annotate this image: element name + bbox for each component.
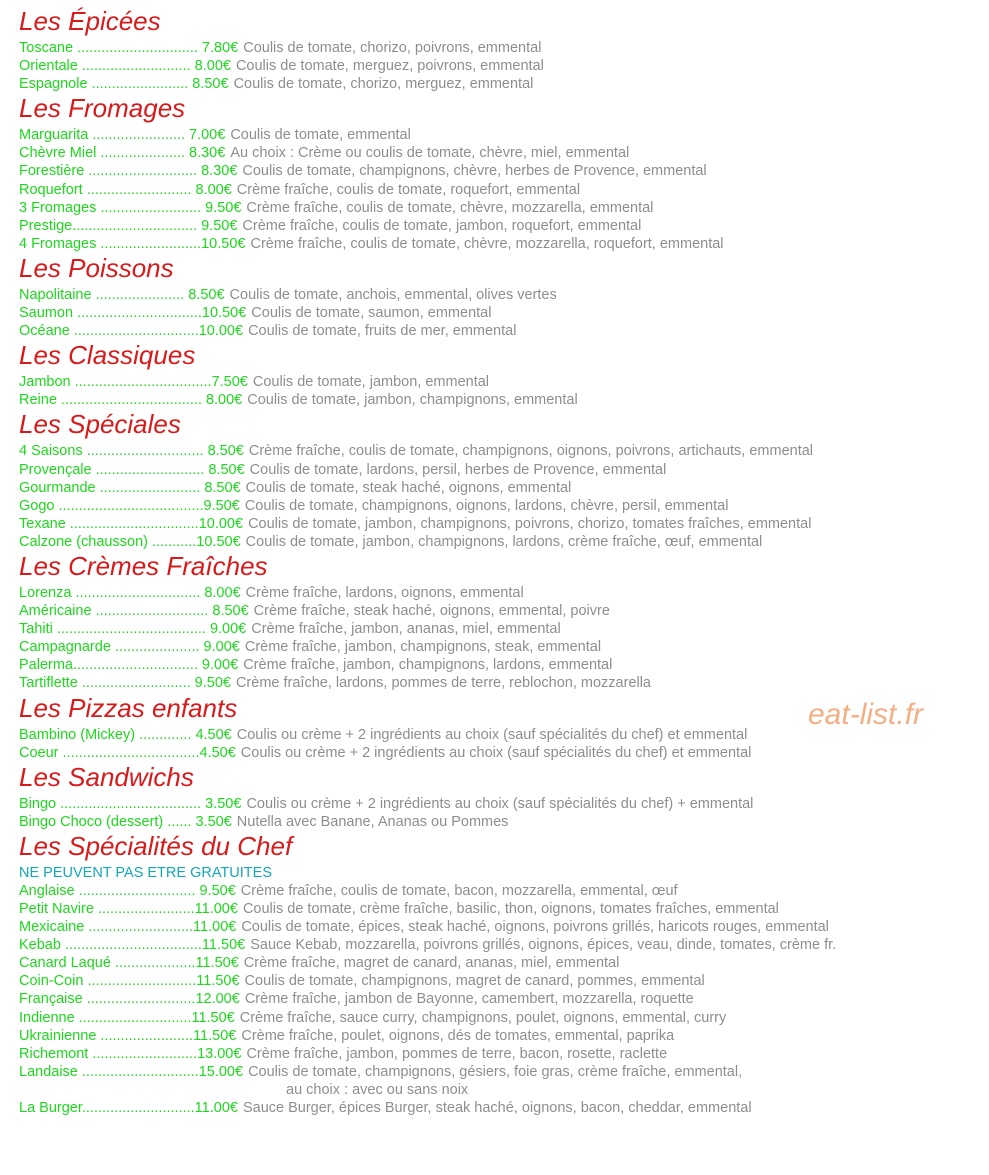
item-name-price: Tartiflette ........................... 9.50€: [19, 675, 231, 692]
menu-item: [19, 515, 979, 533]
menu-item: [19, 162, 979, 180]
item-name-price: Bingo Choco (dessert) ...... 3.50€: [19, 813, 232, 830]
item-description: Crème fraîche, lardons, pommes de terre, reblochon, mozzarella: [235, 675, 651, 692]
item-name-price: Gogo ....................................9.50€: [19, 497, 240, 514]
item-description: Coulis de tomate, jambon, champignons, emmental: [247, 392, 578, 409]
item-name-price: Napolitaine ...................... 8.50€: [19, 286, 225, 303]
menu-item: [19, 638, 979, 656]
item-description: Coulis de tomate, lardons, persil, herbes de Provence, emmental: [249, 461, 667, 478]
item-description: Coulis de tomate, crème fraîche, basilic, thon, oignons, tomates fraîches, emmental: [242, 901, 779, 917]
item-name-price: Campagnarde ..................... 9.00€: [19, 639, 240, 656]
menu-item: [19, 813, 979, 831]
item-name-price: Canard Laqué ....................11.50€: [19, 955, 239, 972]
menu-item: [19, 584, 979, 602]
menu-item: [19, 57, 979, 75]
section-title: Les Poissons: [19, 252, 174, 283]
item-name-price: Ukrainienne .......................11.50€: [19, 1027, 237, 1044]
item-description: Crème fraîche, poulet, oignons, dés de tomates, emmental, paprika: [241, 1027, 675, 1044]
item-description: Coulis ou crème + 2 ingrédients au choix (sauf spécialités du chef) + emmental: [246, 795, 754, 812]
menu-item: [19, 461, 979, 479]
item-name-price: Océane ...............................10.00€: [19, 323, 244, 340]
menu-item: [19, 217, 979, 235]
menu-section: [19, 253, 979, 340]
menu-item: [19, 1009, 979, 1027]
item-name-price: Prestige............................... 9.50€: [19, 217, 238, 234]
section-title: Les Spéciales: [19, 409, 181, 440]
menu-item: [19, 373, 979, 391]
item-description: Crème fraîche, coulis de tomate, roquefort, emmental: [236, 181, 581, 198]
item-name-price: Coeur ..................................4.50€: [19, 744, 236, 761]
item-name-price: Landaise .............................15.00€: [19, 1063, 244, 1080]
item-description: Coulis de tomate, champignons, gésiers, foie gras, crème fraîche, emmental,: [248, 1063, 743, 1080]
item-name-price: La Burger............................11.00€: [19, 1099, 238, 1116]
item-description: Crème fraîche, jambon, champignons, lardons, emmental: [243, 657, 613, 674]
menu-item: [19, 391, 979, 409]
item-name-price: Espagnole ........................ 8.50€: [19, 76, 229, 93]
item-description: Crème fraîche, sauce curry, champignons, poulet, oignons, emmental, curry: [239, 1009, 727, 1026]
section-note: NE PEUVENT PAS ETRE GRATUITES: [19, 864, 272, 881]
menu-item: [19, 286, 979, 304]
item-name-price: Roquefort .......................... 8.00€: [19, 181, 232, 198]
item-name-price: Gourmande ......................... 8.50€: [19, 479, 241, 496]
section-title: Les Fromages: [19, 93, 186, 124]
menu-item: [19, 620, 979, 638]
item-name-price: Américaine ............................ 8.50€: [19, 603, 249, 620]
item-description: Coulis de tomate, épices, steak haché, oignons, poivrons grillés, haricots rouges, emmental: [241, 919, 829, 936]
item-description: Sauce Kebab, mozzarella, poivrons grillés, oignons, épices, veau, dinde, tomates, crème fr.: [250, 937, 837, 954]
menu-item: [19, 1045, 979, 1063]
menu-item: [19, 744, 979, 762]
item-description: Coulis de tomate, champignons, magret de canard, pommes, emmental: [244, 973, 705, 990]
item-name-price: Bingo ................................... 3.50€: [19, 795, 242, 812]
menu-item: [19, 533, 979, 551]
item-description: Crème fraîche, jambon de Bayonne, camembert, mozzarella, roquette: [244, 991, 694, 1008]
item-description: Coulis de tomate, steak haché, oignons, emmental: [245, 479, 572, 496]
item-name-price: Bambino (Mickey) ............. 4.50€: [19, 726, 232, 743]
menu-item: [19, 235, 979, 253]
item-name-price: Toscane .............................. 7.80€: [19, 40, 239, 56]
item-name-price: Chèvre Miel ..................... 8.30€: [19, 145, 226, 162]
menu-item: [19, 75, 979, 93]
item-description: Coulis de tomate, fruits de mer, emmental: [248, 323, 517, 340]
section-title: Les Sandwichs: [19, 761, 194, 792]
menu-item: [19, 795, 979, 813]
menu-item: [19, 479, 979, 497]
menu-section: [19, 93, 979, 253]
menu-item: [19, 990, 979, 1008]
menu-item: [19, 936, 979, 954]
menu-item: [19, 1063, 979, 1081]
item-description: Coulis ou crème + 2 ingrédients au choix (sauf spécialités du chef) et emmental: [236, 726, 748, 743]
item-description: Coulis de tomate, emmental: [230, 127, 411, 144]
item-name-price: Calzone (chausson) ...........10.50€: [19, 533, 241, 550]
item-name-price: Petit Navire ........................11.00€: [19, 901, 238, 917]
section-title: Les Épicées: [19, 6, 161, 36]
menu-item: [19, 199, 979, 217]
menu-item: [19, 39, 979, 57]
item-name-price: Marguarita ....................... 7.00€: [19, 127, 226, 144]
item-name-price: 4 Saisons ............................. 8.50€: [19, 443, 244, 460]
menu-item: [19, 674, 979, 692]
menu-item: [19, 1027, 979, 1045]
item-description: Coulis de tomate, anchois, emmental, olives vertes: [229, 286, 557, 303]
item-name-price: Lorenza ............................... 8.00€: [19, 584, 241, 601]
item-description: Crème fraîche, coulis de tomate, jambon, roquefort, emmental: [242, 217, 642, 234]
menu-section: [19, 6, 979, 93]
item-description: Crème fraîche, coulis de tomate, chèvre, mozzarella, emmental: [246, 199, 654, 216]
menu-item: [19, 181, 979, 199]
menu-item: [19, 918, 979, 936]
menu-section: [19, 551, 979, 693]
menu-section: [19, 409, 979, 551]
item-name-price: Palerma............................... 9.00€: [19, 657, 239, 674]
item-description: Crème fraîche, coulis de tomate, bacon, mozzarella, emmental, œuf: [240, 882, 678, 899]
item-name-price: Saumon ...............................10.50€: [19, 305, 247, 322]
menu-section: [19, 831, 979, 1117]
item-description: Crème fraîche, coulis de tomate, champignons, oignons, poivrons, artichauts, emmental: [248, 443, 814, 460]
item-name-price: Mexicaine ..........................11.00€: [19, 919, 237, 936]
item-name-price: 3 Fromages ......................... 9.50€: [19, 199, 242, 216]
item-description: Coulis ou crème + 2 ingrédients au choix (sauf spécialités du chef) et emmental: [240, 744, 752, 761]
menu-item: [19, 144, 979, 162]
menu-item: [19, 322, 979, 340]
menu: [19, 6, 979, 1117]
item-description: Coulis de tomate, merguez, poivrons, emmental: [235, 58, 544, 75]
menu-section: [19, 762, 979, 831]
menu-item: [19, 900, 979, 918]
item-name-price: Reine ................................... 8.00€: [19, 392, 243, 409]
menu-item: [19, 954, 979, 972]
item-name-price: 4 Fromages .........................10.50€: [19, 235, 246, 252]
menu-item: [19, 972, 979, 990]
menu-item: [19, 656, 979, 674]
item-description: Sauce Burger, épices Burger, steak haché, oignons, bacon, cheddar, emmental: [242, 1099, 752, 1116]
item-name-price: Forestière ........................... 8.30€: [19, 163, 238, 180]
item-description: Crème fraîche, magret de canard, ananas, miel, emmental: [243, 955, 620, 972]
menu-item: [19, 442, 979, 460]
item-name-price: Texane ................................10.00€: [19, 515, 244, 532]
watermark: eat-list.fr: [808, 698, 924, 731]
section-title: Les Classiques: [19, 340, 196, 371]
menu-item: [19, 497, 979, 515]
item-description: Crème fraîche, coulis de tomate, chèvre, mozzarella, roquefort, emmental: [250, 235, 724, 252]
section-title: Les Crèmes Fraîches: [19, 550, 268, 581]
item-name-price: Orientale ........................... 8.00€: [19, 58, 231, 75]
item-description: Crème fraîche, jambon, champignons, steak, emmental: [244, 639, 602, 656]
item-description: Crème fraîche, jambon, ananas, miel, emmental: [251, 621, 561, 638]
item-name-price: Française ...........................12.00€: [19, 991, 240, 1008]
item-name-price: Anglaise ............................. 9.50€: [19, 882, 236, 899]
item-name-price: Jambon ..................................7.50€: [19, 374, 248, 391]
item-description: Coulis de tomate, jambon, champignons, poivrons, chorizo, tomates fraîches, emmental: [248, 515, 812, 532]
menu-item: [19, 602, 979, 620]
menu-item: [19, 1099, 979, 1117]
item-name-price: Coin-Coin ...........................11.50€: [19, 973, 240, 990]
item-description-continued: au choix : avec ou sans noix: [286, 1081, 469, 1098]
item-description: Coulis de tomate, saumon, emmental: [251, 305, 492, 322]
item-name-price: Tahiti ..................................... 9.00€: [19, 621, 247, 638]
item-description: Coulis de tomate, champignons, oignons, lardons, chèvre, persil, emmental: [244, 497, 729, 514]
item-name-price: Indienne ............................11.50€: [19, 1009, 235, 1026]
item-description: Coulis de tomate, jambon, champignons, lardons, crème fraîche, œuf, emmental: [245, 533, 763, 550]
item-description: Coulis de tomate, jambon, emmental: [252, 374, 490, 391]
item-description: Crème fraîche, jambon, pommes de terre, bacon, rosette, raclette: [246, 1045, 668, 1062]
item-description: Nutella avec Banane, Ananas ou Pommes: [236, 813, 509, 830]
section-title: Les Pizzas enfants: [19, 692, 238, 723]
item-description: Coulis de tomate, chorizo, merguez, emmental: [233, 76, 534, 93]
menu-section: [19, 340, 979, 409]
item-description: Coulis de tomate, chorizo, poivrons, emmental: [243, 40, 542, 56]
item-description: Coulis de tomate, champignons, chèvre, herbes de Provence, emmental: [242, 163, 707, 180]
menu-item: [19, 126, 979, 144]
item-name-price: Provençale ........................... 8.50€: [19, 461, 245, 478]
section-title: Les Spécialités du Chef: [19, 830, 293, 861]
item-description: Crème fraîche, lardons, oignons, emmental: [245, 584, 524, 601]
item-name-price: Richemont ..........................13.00€: [19, 1045, 242, 1062]
menu-item: [19, 304, 979, 322]
item-description: Crème fraîche, steak haché, oignons, emmental, poivre: [253, 603, 610, 620]
item-description: Au choix : Crème ou coulis de tomate, chèvre, miel, emmental: [230, 145, 630, 162]
item-name-price: Kebab ..................................11.50€: [19, 937, 246, 954]
menu-item: [19, 882, 979, 900]
